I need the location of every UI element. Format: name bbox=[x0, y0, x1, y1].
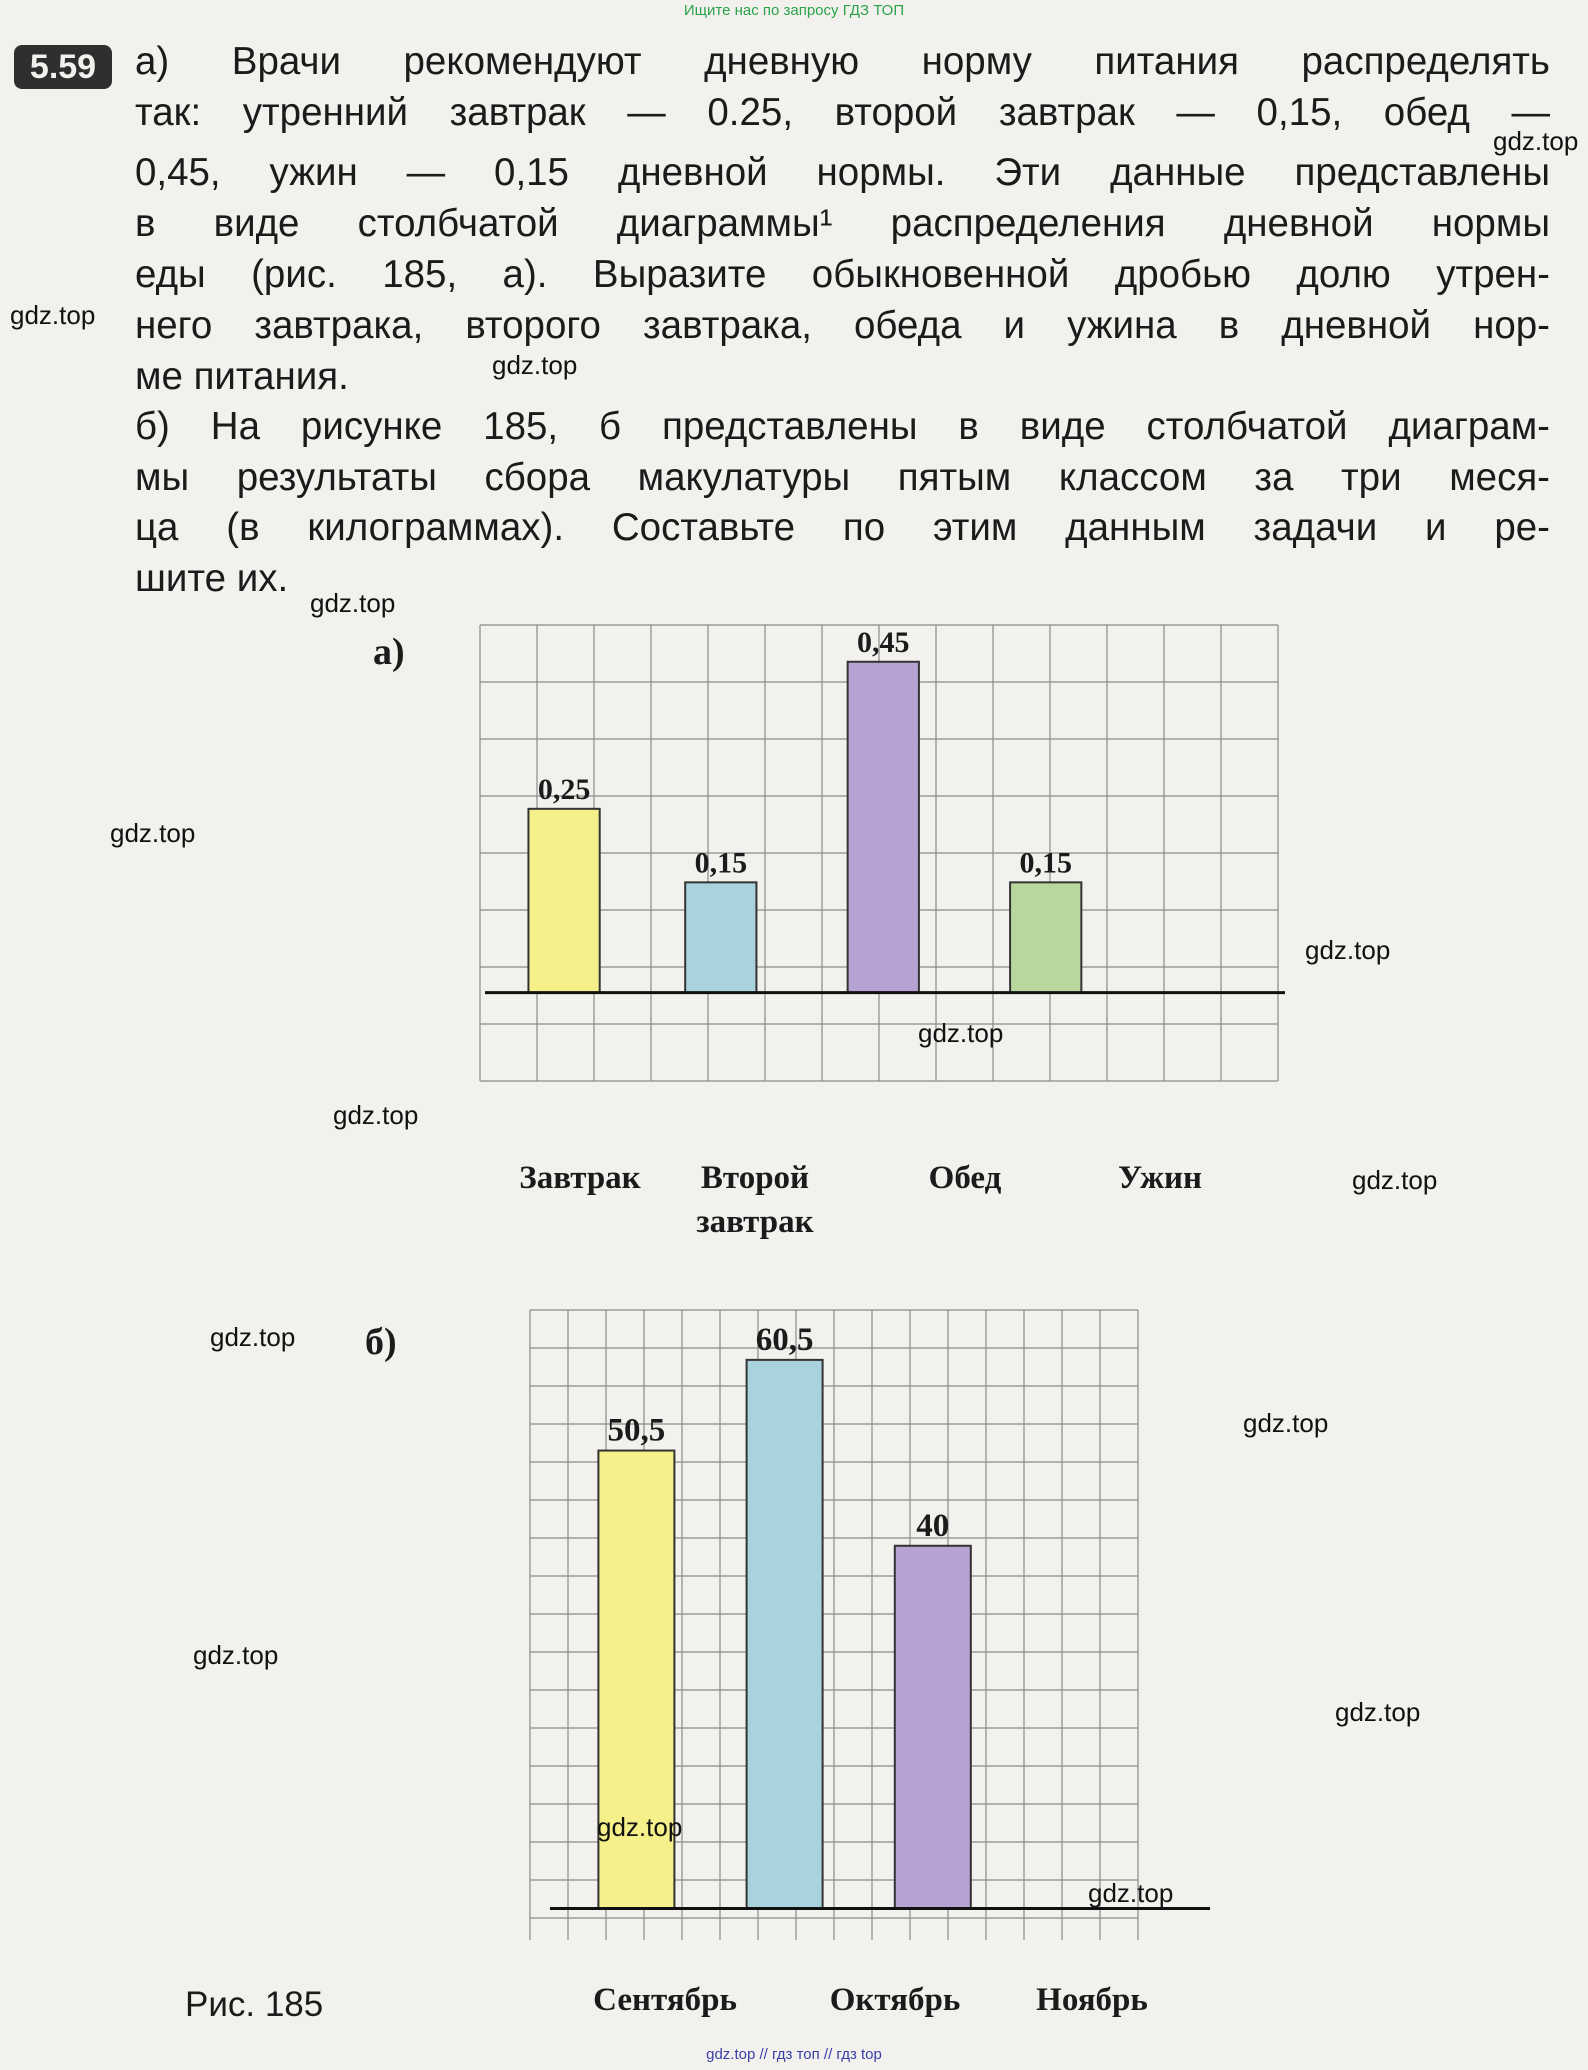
watermark: gdz.top bbox=[1088, 1878, 1174, 1908]
watermark: gdz.top bbox=[918, 1018, 1004, 1048]
task-text-line-1: а) Врачи рекомендуют дневную норму питания распределять bbox=[135, 40, 1550, 83]
watermark: gdz.top bbox=[193, 1640, 279, 1670]
watermark: gdz.top bbox=[333, 1100, 419, 1130]
x-axis-label: Ноябрь bbox=[1036, 1982, 1148, 2018]
bar-2 bbox=[685, 882, 756, 992]
watermark: gdz.top bbox=[310, 588, 396, 618]
watermark: gdz.top bbox=[597, 1812, 683, 1842]
x-axis-label: Ужин bbox=[1117, 1160, 1203, 1196]
bar-value-label-3: 0,45 bbox=[857, 625, 910, 659]
task-text-line-3: 0,45, ужин — 0,15 дневной нормы. Эти данные представлены bbox=[135, 151, 1550, 194]
bar-3 bbox=[895, 1546, 971, 1909]
bar-value-label-1: 50,5 bbox=[607, 1412, 666, 1449]
chart-a bbox=[470, 620, 1310, 1120]
figure-caption: Рис. 185 bbox=[185, 1985, 324, 2024]
bar-value-label-4: 0,15 bbox=[1019, 846, 1072, 880]
x-axis-label: завтрак bbox=[696, 1204, 814, 1240]
watermark: gdz.top bbox=[1352, 1165, 1438, 1195]
task-number-badge: 5.59 bbox=[14, 45, 112, 89]
task-text-line-7: ме питания. bbox=[135, 355, 349, 398]
bar-4 bbox=[1010, 882, 1081, 992]
watermark: gdz.top bbox=[1335, 1697, 1421, 1727]
bar-value-label-1: 0,25 bbox=[537, 772, 591, 806]
task-text-line-10: ца (в килограммах). Составьте по этим данным задачи и ре- bbox=[135, 506, 1550, 549]
chart-a-panel-label: а) bbox=[373, 631, 405, 673]
x-axis-label: Завтрак bbox=[519, 1160, 641, 1196]
x-axis-label: Обед bbox=[928, 1160, 1002, 1196]
task-text-line-2: так: утренний завтрак — 0.25, второй завтрак — 0,15, обед — bbox=[135, 91, 1550, 134]
x-axis-label: Второй bbox=[700, 1160, 810, 1196]
watermark: gdz.top bbox=[10, 300, 96, 330]
watermark: gdz.top bbox=[1493, 126, 1579, 156]
x-axis-label: Октябрь bbox=[829, 1982, 961, 2018]
task-text-line-6: него завтрака, второго завтрака, обеда и ужина в дневной нор- bbox=[135, 304, 1550, 347]
watermark: gdz.top bbox=[1243, 1408, 1329, 1438]
bar-3 bbox=[848, 662, 919, 993]
footer-banner: gdz.top // гдз топ // гдз top bbox=[706, 2046, 882, 2063]
top-banner: Ищите нас по запросу ГДЗ ТОП bbox=[683, 2, 905, 19]
bar-1 bbox=[528, 809, 599, 993]
watermark: gdz.top bbox=[492, 350, 578, 380]
bar-value-label-3: 40 bbox=[916, 1507, 950, 1544]
watermark: gdz.top bbox=[110, 818, 196, 848]
watermark: gdz.top bbox=[210, 1322, 296, 1352]
task-text-line-11: шите их. bbox=[135, 557, 289, 600]
task-text-line-8: б) На рисунке 185, б представлены в виде столбчатой диаграм- bbox=[135, 405, 1550, 448]
task-text-line-9: мы результаты сбора макулатуры пятым классом за три меся- bbox=[135, 456, 1550, 499]
task-text-line-4: в виде столбчатой диаграммы¹ распределения дневной нормы bbox=[135, 202, 1550, 245]
task-text-line-5: еды (рис. 185, а). Выразите обыкновенной дробью долю утрен- bbox=[135, 253, 1550, 296]
bar-value-label-2: 0,15 bbox=[694, 846, 748, 880]
bar-value-label-2: 60,5 bbox=[755, 1321, 814, 1358]
x-axis-label: Сентябрь bbox=[593, 1982, 737, 2018]
watermark: gdz.top bbox=[1305, 935, 1391, 965]
bar-2 bbox=[747, 1360, 823, 1909]
chart-b-panel-label: б) bbox=[365, 1321, 397, 1363]
